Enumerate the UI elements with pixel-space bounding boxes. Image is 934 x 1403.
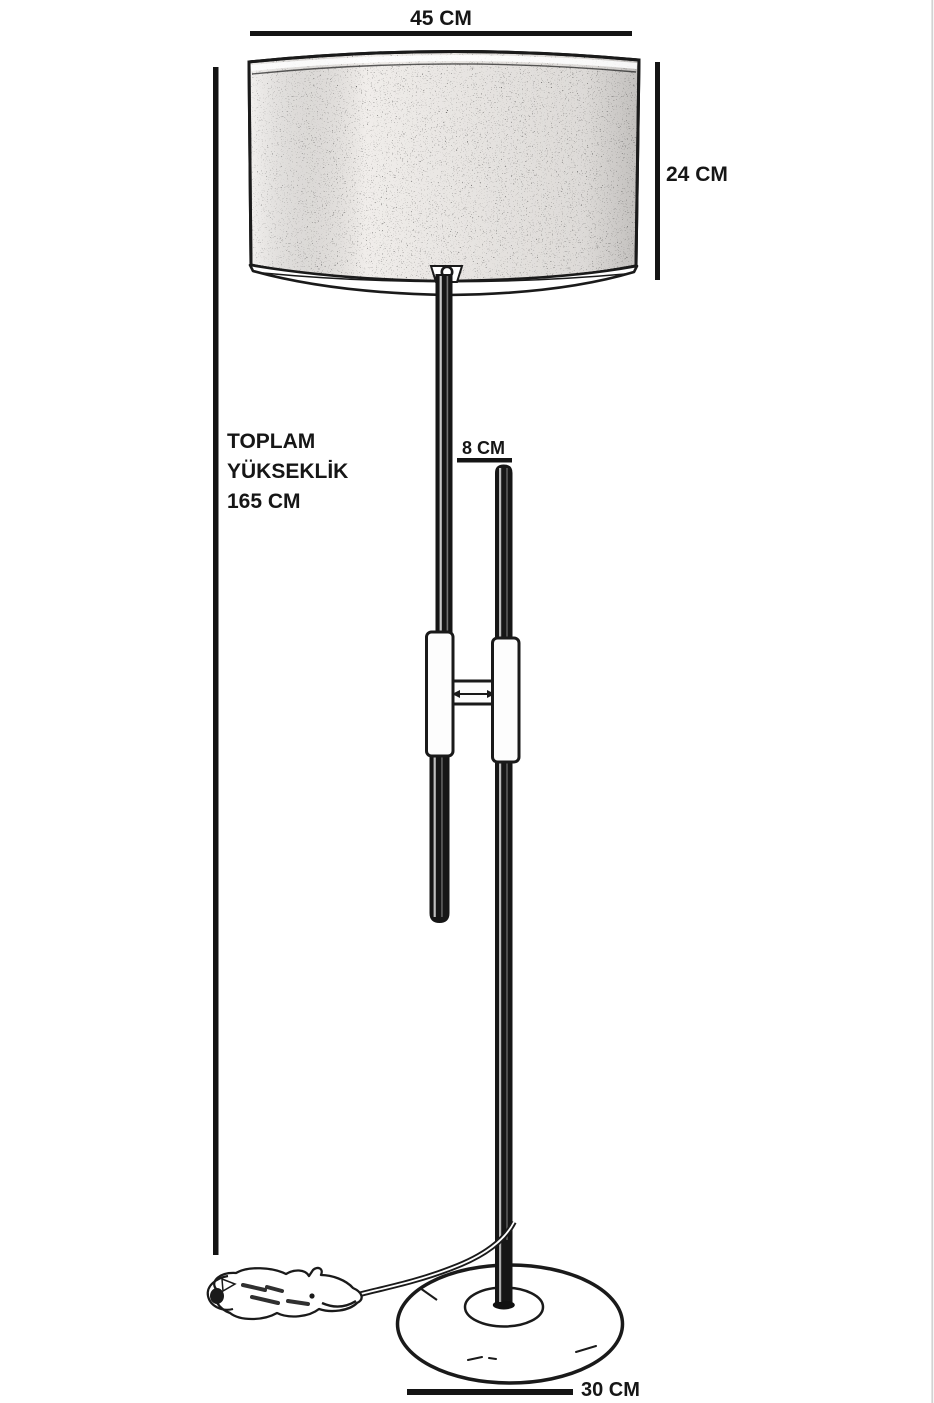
image-edge-line	[931, 0, 933, 1403]
shade-height-label: 24 CM	[666, 163, 728, 186]
plug-dot	[309, 1293, 314, 1298]
pole-offset-label: 8 CM	[462, 438, 506, 458]
main-pole-upper	[436, 274, 453, 636]
dimension-line-shade-width	[250, 31, 632, 36]
plug-socket-hole	[210, 1288, 224, 1304]
dimension-line-total-height	[213, 67, 219, 1255]
lamp-shade	[246, 40, 643, 295]
power-plug	[208, 1268, 362, 1319]
secondary-pole-lower	[493, 1240, 515, 1310]
dimension-line-shade-height	[655, 62, 660, 280]
h-joint	[427, 632, 520, 762]
total-height-label-line2: YÜKSEKLİK	[227, 460, 349, 483]
left-hanging-rod	[430, 757, 450, 923]
dimension-line-base-width	[407, 1389, 573, 1395]
total-height-label-line1: TOPLAM	[227, 430, 316, 453]
total-height-label	[227, 431, 348, 512]
dimension-line-pole-offset	[457, 458, 512, 463]
plug-body	[214, 1268, 361, 1319]
shade-texture	[246, 40, 643, 287]
total-height-label-line3: 165 CM	[227, 490, 301, 513]
secondary-pole	[495, 465, 513, 1309]
base-width-label: 30 CM	[581, 1379, 640, 1401]
h-joint-left-sleeve	[427, 632, 454, 756]
lamp-base	[398, 1240, 623, 1383]
shade-width-label: 45 CM	[410, 7, 472, 30]
h-joint-right-sleeve	[493, 638, 520, 762]
